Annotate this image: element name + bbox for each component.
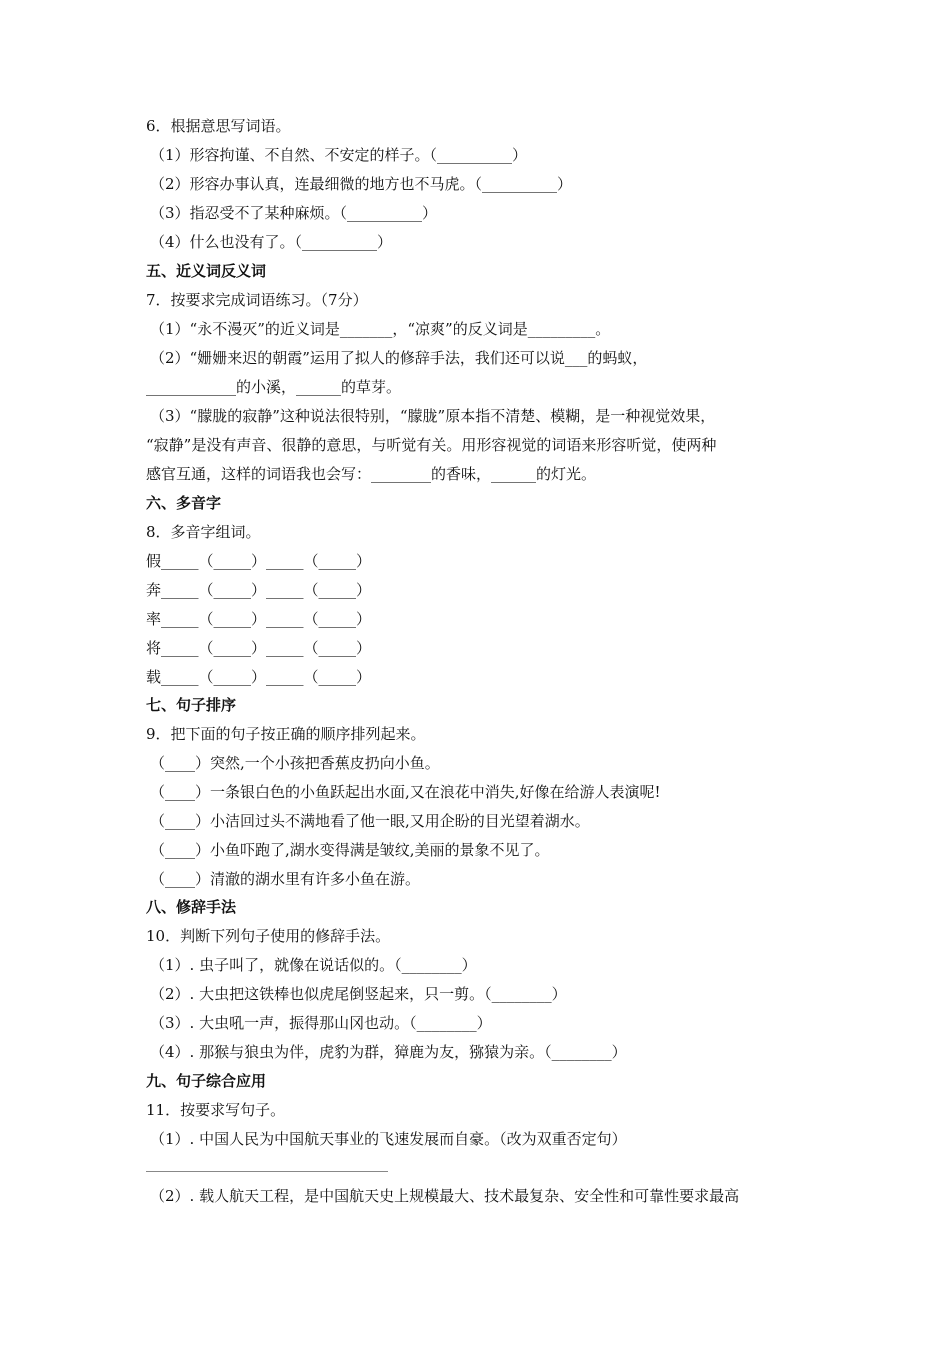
q8-row-2: 奔_____（_____）_____（_____） bbox=[146, 581, 372, 599]
q9-item-5: （____）清澈的湖水里有许多小鱼在游。 bbox=[150, 870, 421, 888]
q7-line-1: （1）“永不漫灭”的近义词是_______，“凉爽”的反义词是_________。 bbox=[150, 320, 611, 338]
q11-item-2: （2）. 载人航天工程，是中国航天史上规模最大、技术最复杂、安全性和可靠性要求最高 bbox=[150, 1187, 740, 1205]
q8-row-5: 载_____（_____）_____（_____） bbox=[146, 668, 372, 686]
q7-line-6: 感官互通，这样的词语我也会写：________的香味，______的灯光。 bbox=[146, 465, 597, 483]
answer-line bbox=[146, 1171, 388, 1172]
q6-item-3: （3）指忍受不了某种麻烦。（__________） bbox=[150, 204, 438, 222]
q8-row-3: 率_____（_____）_____（_____） bbox=[146, 610, 372, 628]
q7-line-5: “寂静”是没有声音、很静的意思，与听觉有关。用形容视觉的词语来形容听觉，使两种 bbox=[146, 436, 717, 454]
q10-item-1: （1）. 虫子叫了，就像在说话似的。（________） bbox=[150, 956, 477, 974]
section-heading-5: 五、近义词反义词 bbox=[146, 262, 267, 280]
q10-item-4: （4）. 那猴与狼虫为伴，虎豹为群，獐鹿为友，猕猿为亲。（________） bbox=[150, 1043, 627, 1061]
q11-title: 11．按要求写句子。 bbox=[146, 1101, 286, 1119]
q8-row-4: 将_____（_____）_____（_____） bbox=[146, 639, 372, 657]
q10-item-2: （2）. 大虫把这铁棒也似虎尾倒竖起来，只一剪。（________） bbox=[150, 985, 567, 1003]
q9-item-3: （____）小洁回过头不满地看了他一眼,又用企盼的目光望着湖水。 bbox=[150, 812, 590, 830]
section-heading-8: 八、修辞手法 bbox=[146, 898, 237, 916]
q9-item-1: （____）突然,一个小孩把香蕉皮扔向小鱼。 bbox=[150, 754, 440, 772]
q7-line-2: （2）“姗姗来迟的朝霞”运用了拟人的修辞手法，我们还可以说___的蚂蚁， bbox=[150, 349, 648, 367]
section-heading-6: 六、多音字 bbox=[146, 494, 222, 512]
q9-item-4: （____）小鱼吓跑了,湖水变得满是皱纹,美丽的景象不见了。 bbox=[150, 841, 550, 859]
q7-line-3: ____________的小溪，______的草芽。 bbox=[146, 378, 402, 396]
q7-title: 7．按要求完成词语练习。（7分） bbox=[146, 291, 368, 309]
q11-item-1: （1）. 中国人民为中国航天事业的飞速发展而自豪。（改为双重否定句） bbox=[150, 1130, 627, 1148]
q9-title: 9．把下面的句子按正确的顺序排列起来。 bbox=[146, 725, 426, 743]
q10-title: 10．判断下列句子使用的修辞手法。 bbox=[146, 927, 391, 945]
q9-item-2: （____）一条银白色的小鱼跃起出水面,又在浪花中消失,好像在给游人表演呢! bbox=[150, 783, 661, 801]
q6-item-2: （2）形容办事认真，连最细微的地方也不马虎。（__________） bbox=[150, 175, 573, 193]
q6-item-4: （4）什么也没有了。（__________） bbox=[150, 233, 393, 251]
q6-title: 6．根据意思写词语。 bbox=[146, 117, 291, 135]
section-heading-7: 七、句子排序 bbox=[146, 696, 237, 714]
q6-item-1: （1）形容拘谨、不自然、不安定的样子。（__________） bbox=[150, 146, 528, 164]
q8-row-1: 假_____（_____）_____（_____） bbox=[146, 552, 372, 570]
q7-line-4: （3）“朦胧的寂静”这种说法很特别，“朦胧”原本指不清楚、模糊，是一种视觉效果， bbox=[150, 407, 716, 425]
section-heading-9: 九、句子综合应用 bbox=[146, 1072, 267, 1090]
q8-title: 8．多音字组词。 bbox=[146, 523, 261, 541]
q10-item-3: （3）. 大虫吼一声，振得那山冈也动。（________） bbox=[150, 1014, 492, 1032]
